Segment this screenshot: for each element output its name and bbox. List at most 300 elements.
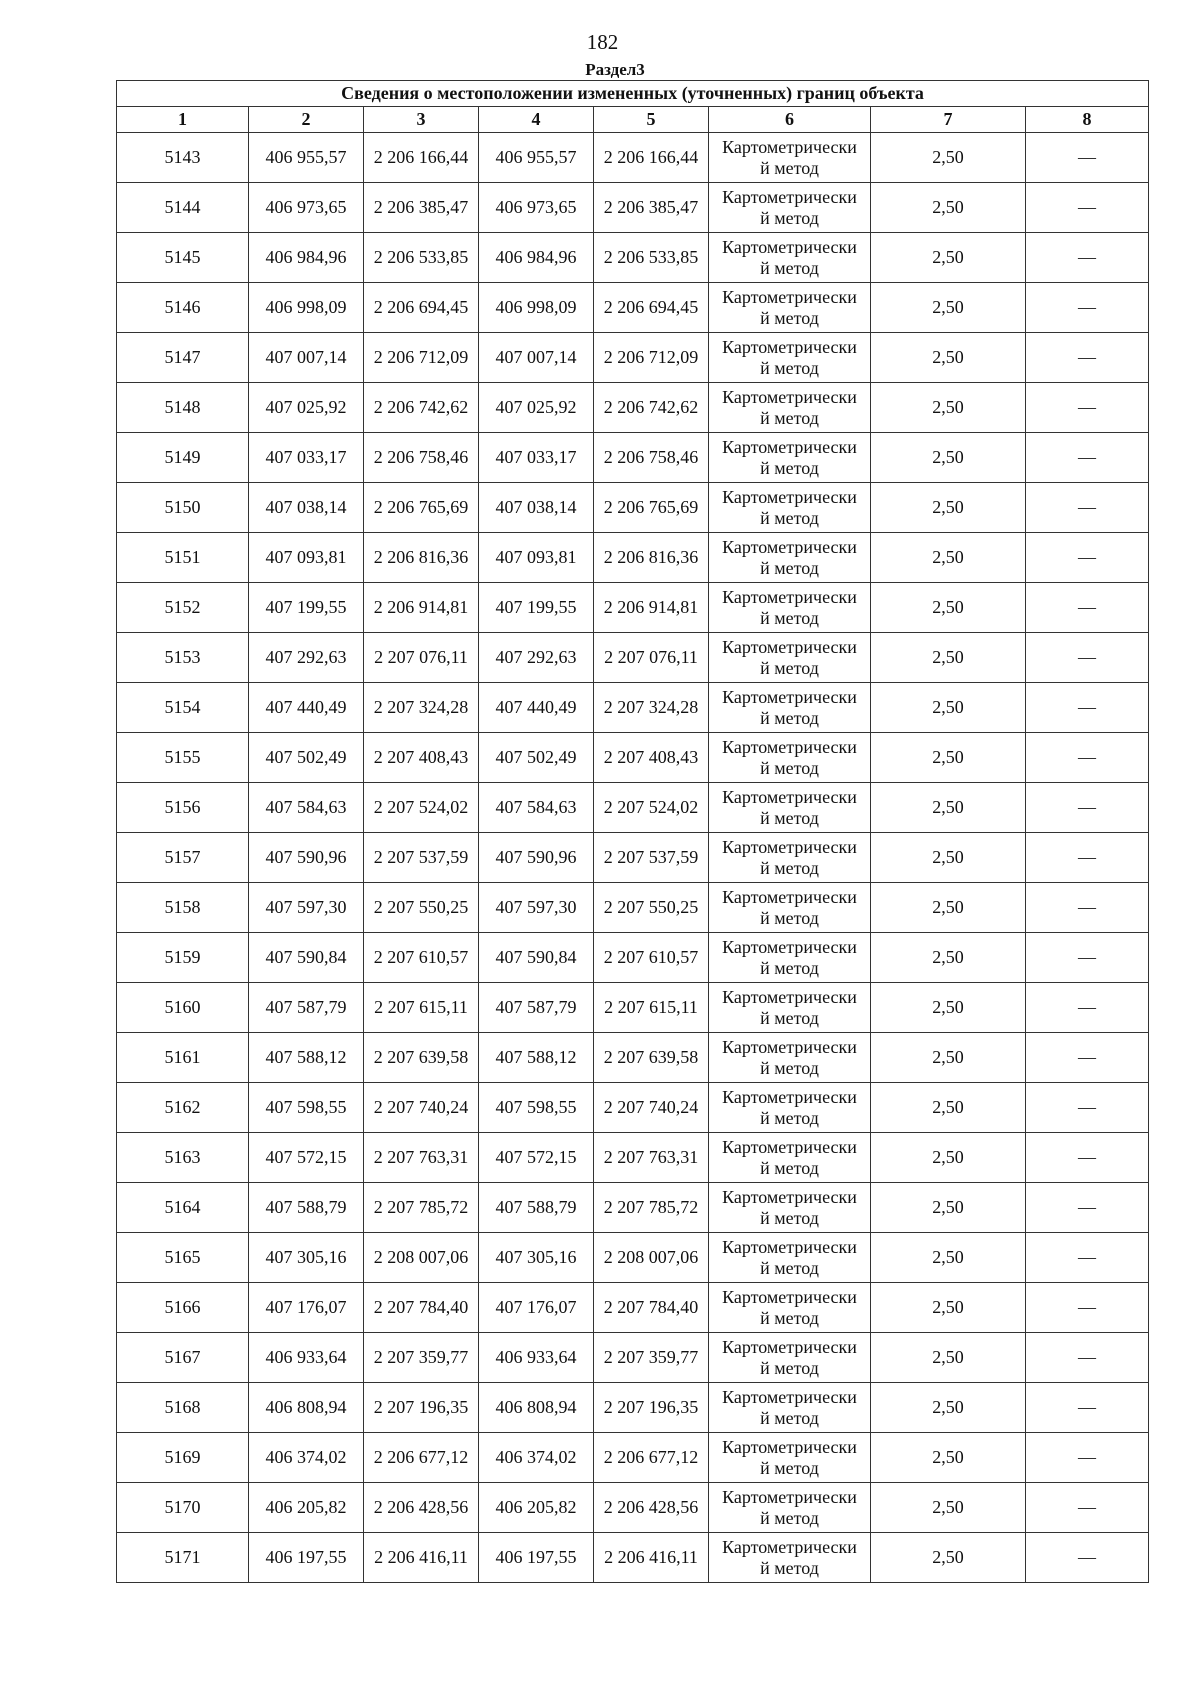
method-line-1: Картометрически [722,1436,857,1457]
method-line-2: й метод [760,907,819,928]
cell-point-number: 5160 [117,983,249,1033]
cell-x-old: 407 598,55 [249,1083,364,1133]
method-line-2: й метод [760,707,819,728]
cell-note: — [1026,1083,1149,1133]
cell-point-number: 5144 [117,183,249,233]
method-line-2: й метод [760,1257,819,1278]
cell-accuracy: 2,50 [871,583,1026,633]
method-line-1: Картометрически [722,1386,857,1407]
cell-y-old: 2 208 007,06 [364,1233,479,1283]
cell-note: — [1026,933,1149,983]
cell-y-new: 2 207 550,25 [594,883,709,933]
cell-x-new: 406 808,94 [479,1383,594,1433]
cell-note: — [1026,1233,1149,1283]
cell-method [709,233,871,283]
table-row [117,283,1149,333]
cell-y-old: 2 207 740,24 [364,1083,479,1133]
cell-x-new: 407 199,55 [479,583,594,633]
cell-point-number: 5154 [117,683,249,733]
cell-method [709,783,871,833]
method-line-2: й метод [760,1207,819,1228]
column-number-row [117,107,1149,133]
cell-y-new: 2 208 007,06 [594,1233,709,1283]
section-title: Раздел3 [585,60,645,79]
cell-x-old: 407 305,16 [249,1233,364,1283]
cell-method [709,1183,871,1233]
table-row [117,383,1149,433]
cell-point-number: 5146 [117,283,249,333]
cell-accuracy: 2,50 [871,133,1026,183]
table-body [117,133,1149,1583]
cell-note: — [1026,583,1149,633]
cell-note: — [1026,733,1149,783]
method-line-1: Картометрически [722,1236,857,1257]
cell-method [709,733,871,783]
table-row [117,1283,1149,1333]
method-line-1: Картометрически [722,236,857,257]
cell-note: — [1026,783,1149,833]
cell-x-new: 407 572,15 [479,1133,594,1183]
cell-method [709,1433,871,1483]
cell-y-new: 2 207 408,43 [594,733,709,783]
column-number-5: 5 [594,107,709,133]
cell-note: — [1026,433,1149,483]
cell-y-new: 2 207 763,31 [594,1133,709,1183]
cell-note: — [1026,383,1149,433]
cell-x-new: 406 955,57 [479,133,594,183]
table-row [117,683,1149,733]
cell-y-old: 2 207 076,11 [364,633,479,683]
cell-accuracy: 2,50 [871,633,1026,683]
cell-y-new: 2 206 385,47 [594,183,709,233]
cell-y-old: 2 206 166,44 [364,133,479,183]
cell-x-new: 407 588,12 [479,1033,594,1083]
cell-x-old: 407 025,92 [249,383,364,433]
method-line-1: Картометрически [722,336,857,357]
cell-y-old: 2 206 742,62 [364,383,479,433]
method-line-2: й метод [760,357,819,378]
table-row [117,1083,1149,1133]
cell-x-old: 406 984,96 [249,233,364,283]
cell-y-new: 2 207 639,58 [594,1033,709,1083]
table-row [117,733,1149,783]
cell-method [709,1533,871,1583]
table-row [117,1533,1149,1583]
cell-x-new: 407 305,16 [479,1233,594,1283]
cell-y-new: 2 207 785,72 [594,1183,709,1233]
cell-point-number: 5163 [117,1133,249,1183]
cell-y-new: 2 206 533,85 [594,233,709,283]
method-line-1: Картометрически [722,586,857,607]
cell-note: — [1026,1183,1149,1233]
table-row [117,1183,1149,1233]
cell-accuracy: 2,50 [871,233,1026,283]
method-line-1: Картометрически [722,1486,857,1507]
cell-x-new: 407 597,30 [479,883,594,933]
cell-y-new: 2 206 428,56 [594,1483,709,1533]
cell-x-old: 406 205,82 [249,1483,364,1533]
method-line-2: й метод [760,1407,819,1428]
method-line-1: Картометрически [722,836,857,857]
table-row [117,1433,1149,1483]
cell-method [709,1383,871,1433]
cell-y-new: 2 206 765,69 [594,483,709,533]
method-line-2: й метод [760,1007,819,1028]
cell-y-old: 2 207 784,40 [364,1283,479,1333]
cell-x-old: 407 440,49 [249,683,364,733]
method-line-2: й метод [760,757,819,778]
cell-note: — [1026,1283,1149,1333]
cell-x-old: 406 197,55 [249,1533,364,1583]
cell-y-old: 2 207 550,25 [364,883,479,933]
cell-accuracy: 2,50 [871,1233,1026,1283]
table-row [117,783,1149,833]
cell-y-old: 2 207 537,59 [364,833,479,883]
cell-y-old: 2 206 694,45 [364,283,479,333]
cell-accuracy: 2,50 [871,1383,1026,1433]
cell-point-number: 5171 [117,1533,249,1583]
cell-method [709,283,871,333]
cell-point-number: 5150 [117,483,249,533]
cell-x-old: 407 572,15 [249,1133,364,1183]
cell-x-new: 406 984,96 [479,233,594,283]
column-number-1: 1 [117,107,249,133]
table-row [117,1233,1149,1283]
method-line-1: Картометрически [722,1536,857,1557]
cell-accuracy: 2,50 [871,783,1026,833]
cell-note: — [1026,1383,1149,1433]
cell-accuracy: 2,50 [871,883,1026,933]
cell-x-old: 407 176,07 [249,1283,364,1333]
cell-accuracy: 2,50 [871,1483,1026,1533]
method-line-2: й метод [760,157,819,178]
cell-point-number: 5156 [117,783,249,833]
cell-y-old: 2 206 914,81 [364,583,479,633]
cell-point-number: 5159 [117,933,249,983]
table-row [117,1383,1149,1433]
cell-y-new: 2 206 694,45 [594,283,709,333]
method-line-1: Картометрически [722,1136,857,1157]
cell-accuracy: 2,50 [871,1283,1026,1333]
cell-note: — [1026,683,1149,733]
cell-point-number: 5145 [117,233,249,283]
cell-y-new: 2 207 524,02 [594,783,709,833]
cell-note: — [1026,233,1149,283]
cell-note: — [1026,283,1149,333]
cell-y-old: 2 206 765,69 [364,483,479,533]
method-line-1: Картометрически [722,1086,857,1107]
cell-x-new: 406 374,02 [479,1433,594,1483]
method-line-1: Картометрически [722,636,857,657]
table-row [117,133,1149,183]
cell-method [709,1033,871,1083]
cell-method [709,1333,871,1383]
table-row [117,583,1149,633]
cell-y-new: 2 206 816,36 [594,533,709,583]
cell-x-old: 406 955,57 [249,133,364,183]
cell-x-old: 407 588,12 [249,1033,364,1083]
cell-point-number: 5164 [117,1183,249,1233]
cell-x-new: 407 033,17 [479,433,594,483]
table-row [117,533,1149,583]
method-line-2: й метод [760,807,819,828]
cell-y-old: 2 207 359,77 [364,1333,479,1383]
cell-x-old: 407 588,79 [249,1183,364,1233]
cell-x-new: 406 973,65 [479,183,594,233]
cell-y-old: 2 207 615,11 [364,983,479,1033]
cell-y-new: 2 207 537,59 [594,833,709,883]
cell-x-old: 407 502,49 [249,733,364,783]
page-number: 182 [586,30,619,54]
cell-y-new: 2 206 914,81 [594,583,709,633]
cell-point-number: 5151 [117,533,249,583]
method-line-1: Картометрически [722,386,857,407]
column-number-7: 7 [871,107,1026,133]
cell-y-old: 2 207 785,72 [364,1183,479,1233]
cell-x-old: 406 374,02 [249,1433,364,1483]
boundary-coordinates-table [116,80,1149,1583]
cell-x-new: 406 998,09 [479,283,594,333]
cell-y-old: 2 206 677,12 [364,1433,479,1483]
cell-method [709,483,871,533]
table-row [117,333,1149,383]
cell-method [709,133,871,183]
cell-x-new: 406 933,64 [479,1333,594,1383]
cell-x-new: 407 025,92 [479,383,594,433]
cell-x-old: 406 933,64 [249,1333,364,1383]
method-line-1: Картометрически [722,986,857,1007]
cell-note: — [1026,1483,1149,1533]
cell-x-old: 407 597,30 [249,883,364,933]
method-line-2: й метод [760,1307,819,1328]
cell-x-new: 407 093,81 [479,533,594,583]
method-line-1: Картометрически [722,886,857,907]
cell-y-old: 2 206 428,56 [364,1483,479,1533]
cell-method [709,583,871,633]
cell-accuracy: 2,50 [871,1333,1026,1383]
cell-method [709,333,871,383]
method-line-1: Картометрически [722,436,857,457]
cell-y-new: 2 207 196,35 [594,1383,709,1433]
cell-y-new: 2 206 416,11 [594,1533,709,1583]
table-caption: Сведения о местоположении измененных (уточненных) границ объекта [117,81,1149,107]
cell-method [709,1083,871,1133]
table-row [117,183,1149,233]
method-line-2: й метод [760,957,819,978]
method-line-2: й метод [760,1457,819,1478]
cell-note: — [1026,1033,1149,1083]
cell-x-new: 407 502,49 [479,733,594,783]
cell-accuracy: 2,50 [871,1433,1026,1483]
cell-accuracy: 2,50 [871,983,1026,1033]
cell-y-new: 2 206 742,62 [594,383,709,433]
cell-method [709,633,871,683]
method-line-2: й метод [760,257,819,278]
cell-y-old: 2 207 763,31 [364,1133,479,1183]
cell-accuracy: 2,50 [871,333,1026,383]
method-line-1: Картометрически [722,286,857,307]
method-line-2: й метод [760,657,819,678]
method-line-2: й метод [760,1357,819,1378]
cell-y-old: 2 207 610,57 [364,933,479,983]
cell-point-number: 5161 [117,1033,249,1083]
method-line-2: й метод [760,607,819,628]
cell-accuracy: 2,50 [871,933,1026,983]
cell-accuracy: 2,50 [871,733,1026,783]
cell-accuracy: 2,50 [871,1133,1026,1183]
cell-y-old: 2 206 385,47 [364,183,479,233]
cell-y-old: 2 206 712,09 [364,333,479,383]
cell-x-new: 407 440,49 [479,683,594,733]
table-row [117,983,1149,1033]
method-line-1: Картометрически [722,786,857,807]
method-line-1: Картометрически [722,136,857,157]
method-line-2: й метод [760,1057,819,1078]
cell-y-new: 2 207 076,11 [594,633,709,683]
table-row [117,1033,1149,1083]
cell-method [709,383,871,433]
cell-y-old: 2 206 816,36 [364,533,479,583]
cell-accuracy: 2,50 [871,533,1026,583]
cell-method [709,983,871,1033]
method-line-2: й метод [760,457,819,478]
cell-y-new: 2 207 784,40 [594,1283,709,1333]
cell-point-number: 5158 [117,883,249,933]
method-line-1: Картометрически [722,1286,857,1307]
cell-x-new: 407 584,63 [479,783,594,833]
cell-method [709,1483,871,1533]
table-row [117,1133,1149,1183]
cell-y-new: 2 206 677,12 [594,1433,709,1483]
cell-method [709,533,871,583]
table-row [117,833,1149,883]
method-line-1: Картометрически [722,486,857,507]
method-line-2: й метод [760,507,819,528]
cell-method [709,683,871,733]
cell-y-new: 2 206 166,44 [594,133,709,183]
cell-y-new: 2 207 740,24 [594,1083,709,1133]
cell-x-old: 407 584,63 [249,783,364,833]
cell-x-old: 406 808,94 [249,1383,364,1433]
cell-x-new: 407 590,84 [479,933,594,983]
cell-accuracy: 2,50 [871,483,1026,533]
table-row [117,1483,1149,1533]
cell-method [709,883,871,933]
cell-point-number: 5168 [117,1383,249,1433]
cell-method [709,433,871,483]
cell-y-old: 2 206 758,46 [364,433,479,483]
cell-x-old: 406 973,65 [249,183,364,233]
method-line-2: й метод [760,557,819,578]
cell-method [709,183,871,233]
cell-x-old: 407 590,96 [249,833,364,883]
table-row [117,633,1149,683]
cell-note: — [1026,883,1149,933]
table-caption-row [117,81,1149,107]
cell-note: — [1026,533,1149,583]
cell-y-new: 2 207 359,77 [594,1333,709,1383]
cell-note: — [1026,983,1149,1033]
method-line-2: й метод [760,207,819,228]
method-line-2: й метод [760,1157,819,1178]
cell-point-number: 5143 [117,133,249,183]
cell-note: — [1026,1533,1149,1583]
cell-x-new: 407 176,07 [479,1283,594,1333]
cell-x-new: 407 588,79 [479,1183,594,1233]
cell-point-number: 5166 [117,1283,249,1333]
cell-accuracy: 2,50 [871,383,1026,433]
cell-y-old: 2 207 196,35 [364,1383,479,1433]
cell-y-old: 2 206 533,85 [364,233,479,283]
table-row [117,1333,1149,1383]
cell-x-old: 407 038,14 [249,483,364,533]
method-line-2: й метод [760,307,819,328]
cell-note: — [1026,1433,1149,1483]
method-line-2: й метод [760,407,819,428]
cell-y-new: 2 207 324,28 [594,683,709,733]
cell-note: — [1026,483,1149,533]
table-row [117,883,1149,933]
cell-x-old: 407 292,63 [249,633,364,683]
cell-y-new: 2 206 712,09 [594,333,709,383]
cell-x-old: 406 998,09 [249,283,364,333]
cell-x-new: 407 292,63 [479,633,594,683]
table-row [117,483,1149,533]
cell-y-new: 2 207 610,57 [594,933,709,983]
cell-accuracy: 2,50 [871,833,1026,883]
method-line-2: й метод [760,1557,819,1578]
method-line-1: Картометрически [722,736,857,757]
method-line-2: й метод [760,857,819,878]
method-line-1: Картометрически [722,1036,857,1057]
cell-y-old: 2 207 524,02 [364,783,479,833]
cell-note: — [1026,633,1149,683]
cell-y-old: 2 206 416,11 [364,1533,479,1583]
method-line-1: Картометрически [722,186,857,207]
cell-method [709,833,871,883]
cell-note: — [1026,1133,1149,1183]
cell-y-new: 2 207 615,11 [594,983,709,1033]
column-number-6: 6 [709,107,871,133]
cell-x-new: 407 598,55 [479,1083,594,1133]
cell-x-old: 407 587,79 [249,983,364,1033]
table-row [117,233,1149,283]
cell-note: — [1026,133,1149,183]
cell-x-new: 407 587,79 [479,983,594,1033]
cell-note: — [1026,1333,1149,1383]
cell-x-new: 407 590,96 [479,833,594,883]
cell-accuracy: 2,50 [871,1183,1026,1233]
cell-point-number: 5152 [117,583,249,633]
cell-method [709,933,871,983]
method-line-2: й метод [760,1107,819,1128]
cell-point-number: 5165 [117,1233,249,1283]
cell-point-number: 5157 [117,833,249,883]
column-number-4: 4 [479,107,594,133]
cell-y-old: 2 207 324,28 [364,683,479,733]
cell-accuracy: 2,50 [871,683,1026,733]
cell-point-number: 5149 [117,433,249,483]
cell-note: — [1026,183,1149,233]
cell-point-number: 5167 [117,1333,249,1383]
method-line-1: Картометрически [722,1336,857,1357]
cell-y-old: 2 207 408,43 [364,733,479,783]
cell-point-number: 5169 [117,1433,249,1483]
column-number-8: 8 [1026,107,1149,133]
cell-x-new: 407 038,14 [479,483,594,533]
cell-x-old: 407 007,14 [249,333,364,383]
cell-method [709,1233,871,1283]
